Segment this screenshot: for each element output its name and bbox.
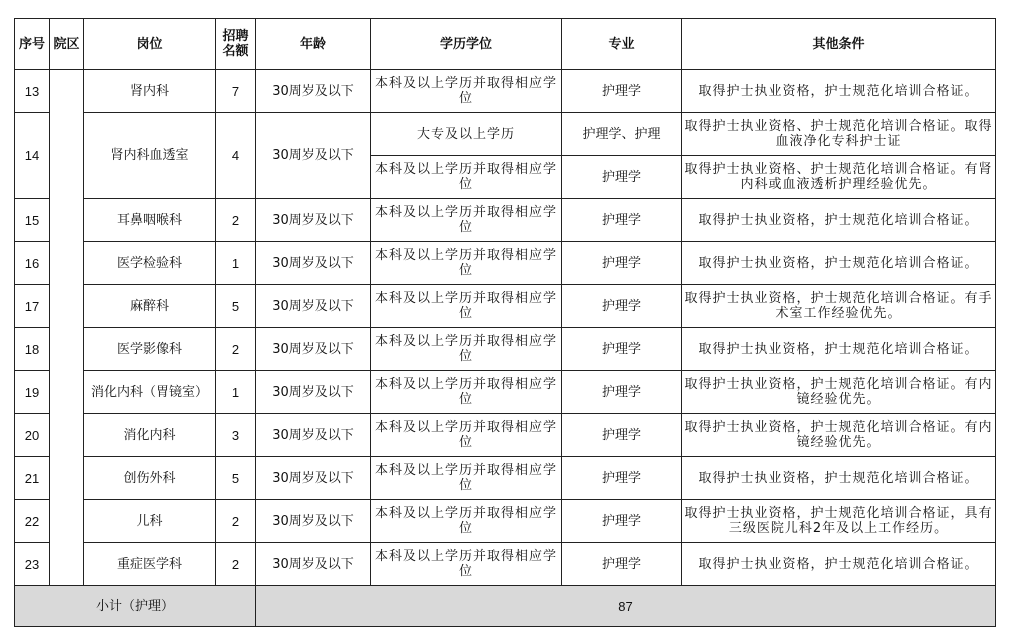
cell-count: 5: [216, 285, 256, 328]
table-row: [15, 500, 996, 543]
cell-major: 护理学: [562, 500, 682, 543]
cell-seq: 18: [15, 328, 50, 371]
cell-conditions: 取得护士执业资格，护士规范化培训合格证。: [682, 242, 996, 285]
header-age: 年龄: [256, 19, 371, 70]
cell-conditions: 取得护士执业资格，护士规范化培训合格证，具有三级医院儿科2年及以上工作经历。: [682, 500, 996, 543]
cell-post: 耳鼻咽喉科: [84, 199, 216, 242]
cell-education: 本科及以上学历并取得相应学位: [371, 414, 562, 457]
cell-count: 5: [216, 457, 256, 500]
cell-conditions: 取得护士执业资格、护士规范化培训合格证。取得血液净化专科护士证: [682, 113, 996, 156]
header-seq: 序号: [15, 19, 50, 70]
cell-seq: 13: [15, 70, 50, 113]
cell-post: 儿科: [84, 500, 216, 543]
cell-count: 2: [216, 543, 256, 586]
cell-major: 护理学: [562, 199, 682, 242]
cell-post: 消化内科: [84, 414, 216, 457]
cell-education: 本科及以上学历并取得相应学位: [371, 543, 562, 586]
cell-conditions: 取得护士执业资格，护士规范化培训合格证。: [682, 199, 996, 242]
table-row: [15, 113, 996, 156]
table-row: [15, 328, 996, 371]
cell-major: 护理学: [562, 242, 682, 285]
cell-count: 2: [216, 199, 256, 242]
cell-seq: 22: [15, 500, 50, 543]
header-conditions: 其他条件: [682, 19, 996, 70]
cell-post: 创伤外科: [84, 457, 216, 500]
cell-seq: 23: [15, 543, 50, 586]
header-row: [15, 19, 996, 70]
cell-post: 肾内科: [84, 70, 216, 113]
cell-count: 7: [216, 70, 256, 113]
cell-count: 4: [216, 113, 256, 199]
cell-age: 30周岁及以下: [256, 414, 371, 457]
cell-major: 护理学: [562, 414, 682, 457]
cell-count: 1: [216, 371, 256, 414]
header-count-line1: 招聘: [222, 29, 249, 44]
cell-age: 30周岁及以下: [256, 371, 371, 414]
cell-age: 30周岁及以下: [256, 199, 371, 242]
header-major: 专业: [562, 19, 682, 70]
cell-conditions: 取得护士执业资格，护士规范化培训合格证。: [682, 328, 996, 371]
table-row: [15, 285, 996, 328]
header-count-line2: 名额: [222, 44, 249, 59]
table-row: [15, 414, 996, 457]
cell-conditions: 取得护士执业资格、护士规范化培训合格证。有肾内科或血液透析护理经验优先。: [682, 156, 996, 199]
subtotal-row: [15, 586, 996, 627]
cell-conditions: 取得护士执业资格，护士规范化培训合格证。有内镜经验优先。: [682, 371, 996, 414]
cell-education: 本科及以上学历并取得相应学位: [371, 156, 562, 199]
cell-education: 本科及以上学历并取得相应学位: [371, 242, 562, 285]
cell-post: 医学影像科: [84, 328, 216, 371]
cell-count: 3: [216, 414, 256, 457]
cell-major: 护理学: [562, 371, 682, 414]
cell-post: 麻醉科: [84, 285, 216, 328]
table-row: [15, 371, 996, 414]
cell-major: 护理学: [562, 285, 682, 328]
cell-seq: 21: [15, 457, 50, 500]
cell-major: 护理学: [562, 156, 682, 199]
cell-major: 护理学: [562, 543, 682, 586]
table-row: [15, 70, 996, 113]
cell-age: 30周岁及以下: [256, 113, 371, 199]
header-education: 学历学位: [371, 19, 562, 70]
cell-education: 大专及以上学历: [371, 113, 562, 156]
cell-major: 护理学: [562, 457, 682, 500]
cell-age: 30周岁及以下: [256, 543, 371, 586]
cell-education: 本科及以上学历并取得相应学位: [371, 328, 562, 371]
cell-conditions: 取得护士执业资格，护士规范化培训合格证。: [682, 457, 996, 500]
cell-count: 1: [216, 242, 256, 285]
cell-education: 本科及以上学历并取得相应学位: [371, 457, 562, 500]
cell-major: 护理学: [562, 70, 682, 113]
cell-major: 护理学: [562, 328, 682, 371]
subtotal-value: 87: [256, 586, 996, 627]
cell-conditions: 取得护士执业资格，护士规范化培训合格证。: [682, 543, 996, 586]
cell-post: 医学检验科: [84, 242, 216, 285]
table-row: [15, 457, 996, 500]
recruitment-table: [14, 18, 996, 627]
cell-education: 本科及以上学历并取得相应学位: [371, 199, 562, 242]
cell-count: 2: [216, 328, 256, 371]
cell-age: 30周岁及以下: [256, 242, 371, 285]
cell-education: 本科及以上学历并取得相应学位: [371, 285, 562, 328]
cell-conditions: 取得护士执业资格，护士规范化培训合格证。: [682, 70, 996, 113]
cell-post: 消化内科（胃镜室）: [84, 371, 216, 414]
cell-conditions: 取得护士执业资格，护士规范化培训合格证。有手术室工作经验优先。: [682, 285, 996, 328]
cell-conditions: 取得护士执业资格，护士规范化培训合格证。有内镜经验优先。: [682, 414, 996, 457]
cell-campus: [50, 70, 84, 586]
header-count: [216, 19, 256, 70]
table-row: [15, 199, 996, 242]
cell-seq: 17: [15, 285, 50, 328]
cell-seq: 15: [15, 199, 50, 242]
cell-age: 30周岁及以下: [256, 457, 371, 500]
cell-post: 肾内科血透室: [84, 113, 216, 199]
table-row: [15, 543, 996, 586]
header-post: 岗位: [84, 19, 216, 70]
table-row: [15, 242, 996, 285]
cell-major: 护理学、护理: [562, 113, 682, 156]
cell-education: 本科及以上学历并取得相应学位: [371, 70, 562, 113]
cell-age: 30周岁及以下: [256, 285, 371, 328]
header-campus: 院区: [50, 19, 84, 70]
cell-education: 本科及以上学历并取得相应学位: [371, 500, 562, 543]
cell-education: 本科及以上学历并取得相应学位: [371, 371, 562, 414]
cell-seq: 16: [15, 242, 50, 285]
cell-age: 30周岁及以下: [256, 328, 371, 371]
cell-age: 30周岁及以下: [256, 70, 371, 113]
subtotal-label: 小计（护理）: [15, 586, 256, 627]
cell-age: 30周岁及以下: [256, 500, 371, 543]
cell-seq: 19: [15, 371, 50, 414]
cell-seq: 20: [15, 414, 50, 457]
cell-seq: 14: [15, 113, 50, 199]
cell-count: 2: [216, 500, 256, 543]
cell-post: 重症医学科: [84, 543, 216, 586]
